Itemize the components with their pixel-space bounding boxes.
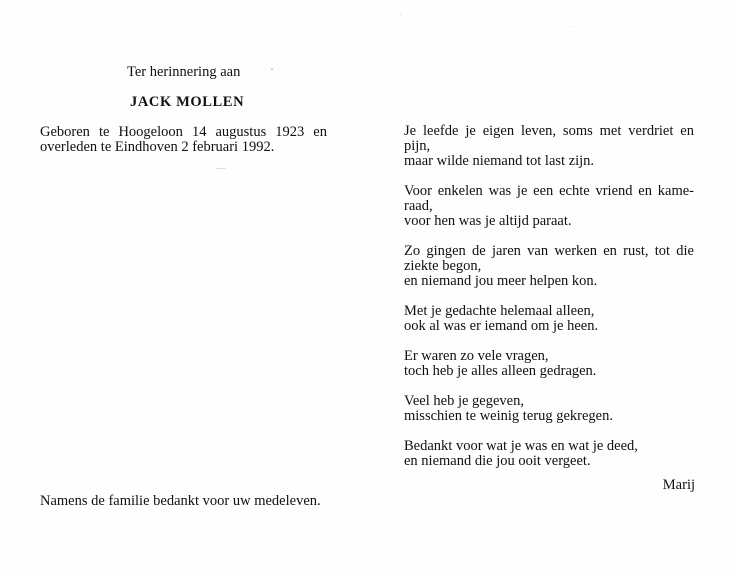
poem-stanza	[404, 244, 694, 289]
birth-death-text	[40, 125, 327, 155]
poem-line: voor hen was je altijd paraat.	[404, 213, 572, 229]
poem-line: Je leefde je eigen leven, soms met verdriet en	[404, 123, 694, 139]
intro-text: Ter herinnering aan	[127, 64, 241, 80]
death-line: overleden te Eindhoven 2 februari 1992.	[40, 139, 275, 155]
print-speck	[216, 168, 226, 169]
poem-signature: Marij	[662, 477, 695, 493]
poem-line: Er waren zo vele vragen,	[404, 348, 549, 364]
poem-line: Zo gingen de jaren van werken en rust, tot die	[404, 243, 694, 259]
birth-line: Geboren te Hoogeloon 14 augustus 1923 en	[40, 124, 327, 140]
poem-stanza	[404, 304, 694, 334]
poem-line: Voor enkelen was je een echte vriend en kame-	[404, 183, 694, 199]
print-speck	[570, 26, 571, 27]
print-speck	[400, 14, 401, 15]
print-speck	[271, 68, 273, 70]
poem-line: en niemand die jou ooit vergeet.	[404, 453, 591, 469]
poem-line: raad,	[404, 198, 433, 214]
family-thanks: Namens de familie bedankt voor uw medeleven.	[40, 493, 321, 509]
poem-line: maar wilde niemand tot last zijn.	[404, 153, 595, 169]
poem-line: Veel heb je gegeven,	[404, 393, 524, 409]
poem-stanza	[404, 439, 694, 469]
poem-line: en niemand jou meer helpen kon.	[404, 273, 598, 289]
poem-line: misschien te weinig terug gekregen.	[404, 408, 613, 424]
poem-line: Met je gedachte helemaal alleen,	[404, 303, 595, 319]
poem-line: Bedankt voor wat je was en wat je deed,	[404, 438, 638, 454]
poem-stanza	[404, 124, 694, 169]
poem	[404, 124, 694, 484]
poem-stanza	[404, 394, 694, 424]
poem-line: ook al was er iemand om je heen.	[404, 318, 599, 334]
poem-line: ziekte begon,	[404, 258, 482, 274]
poem-line: pijn,	[404, 138, 431, 154]
poem-line: toch heb je alles alleen gedragen.	[404, 363, 597, 379]
poem-stanza	[404, 349, 694, 379]
poem-stanza	[404, 184, 694, 229]
deceased-name: JACK MOLLEN	[130, 94, 245, 110]
